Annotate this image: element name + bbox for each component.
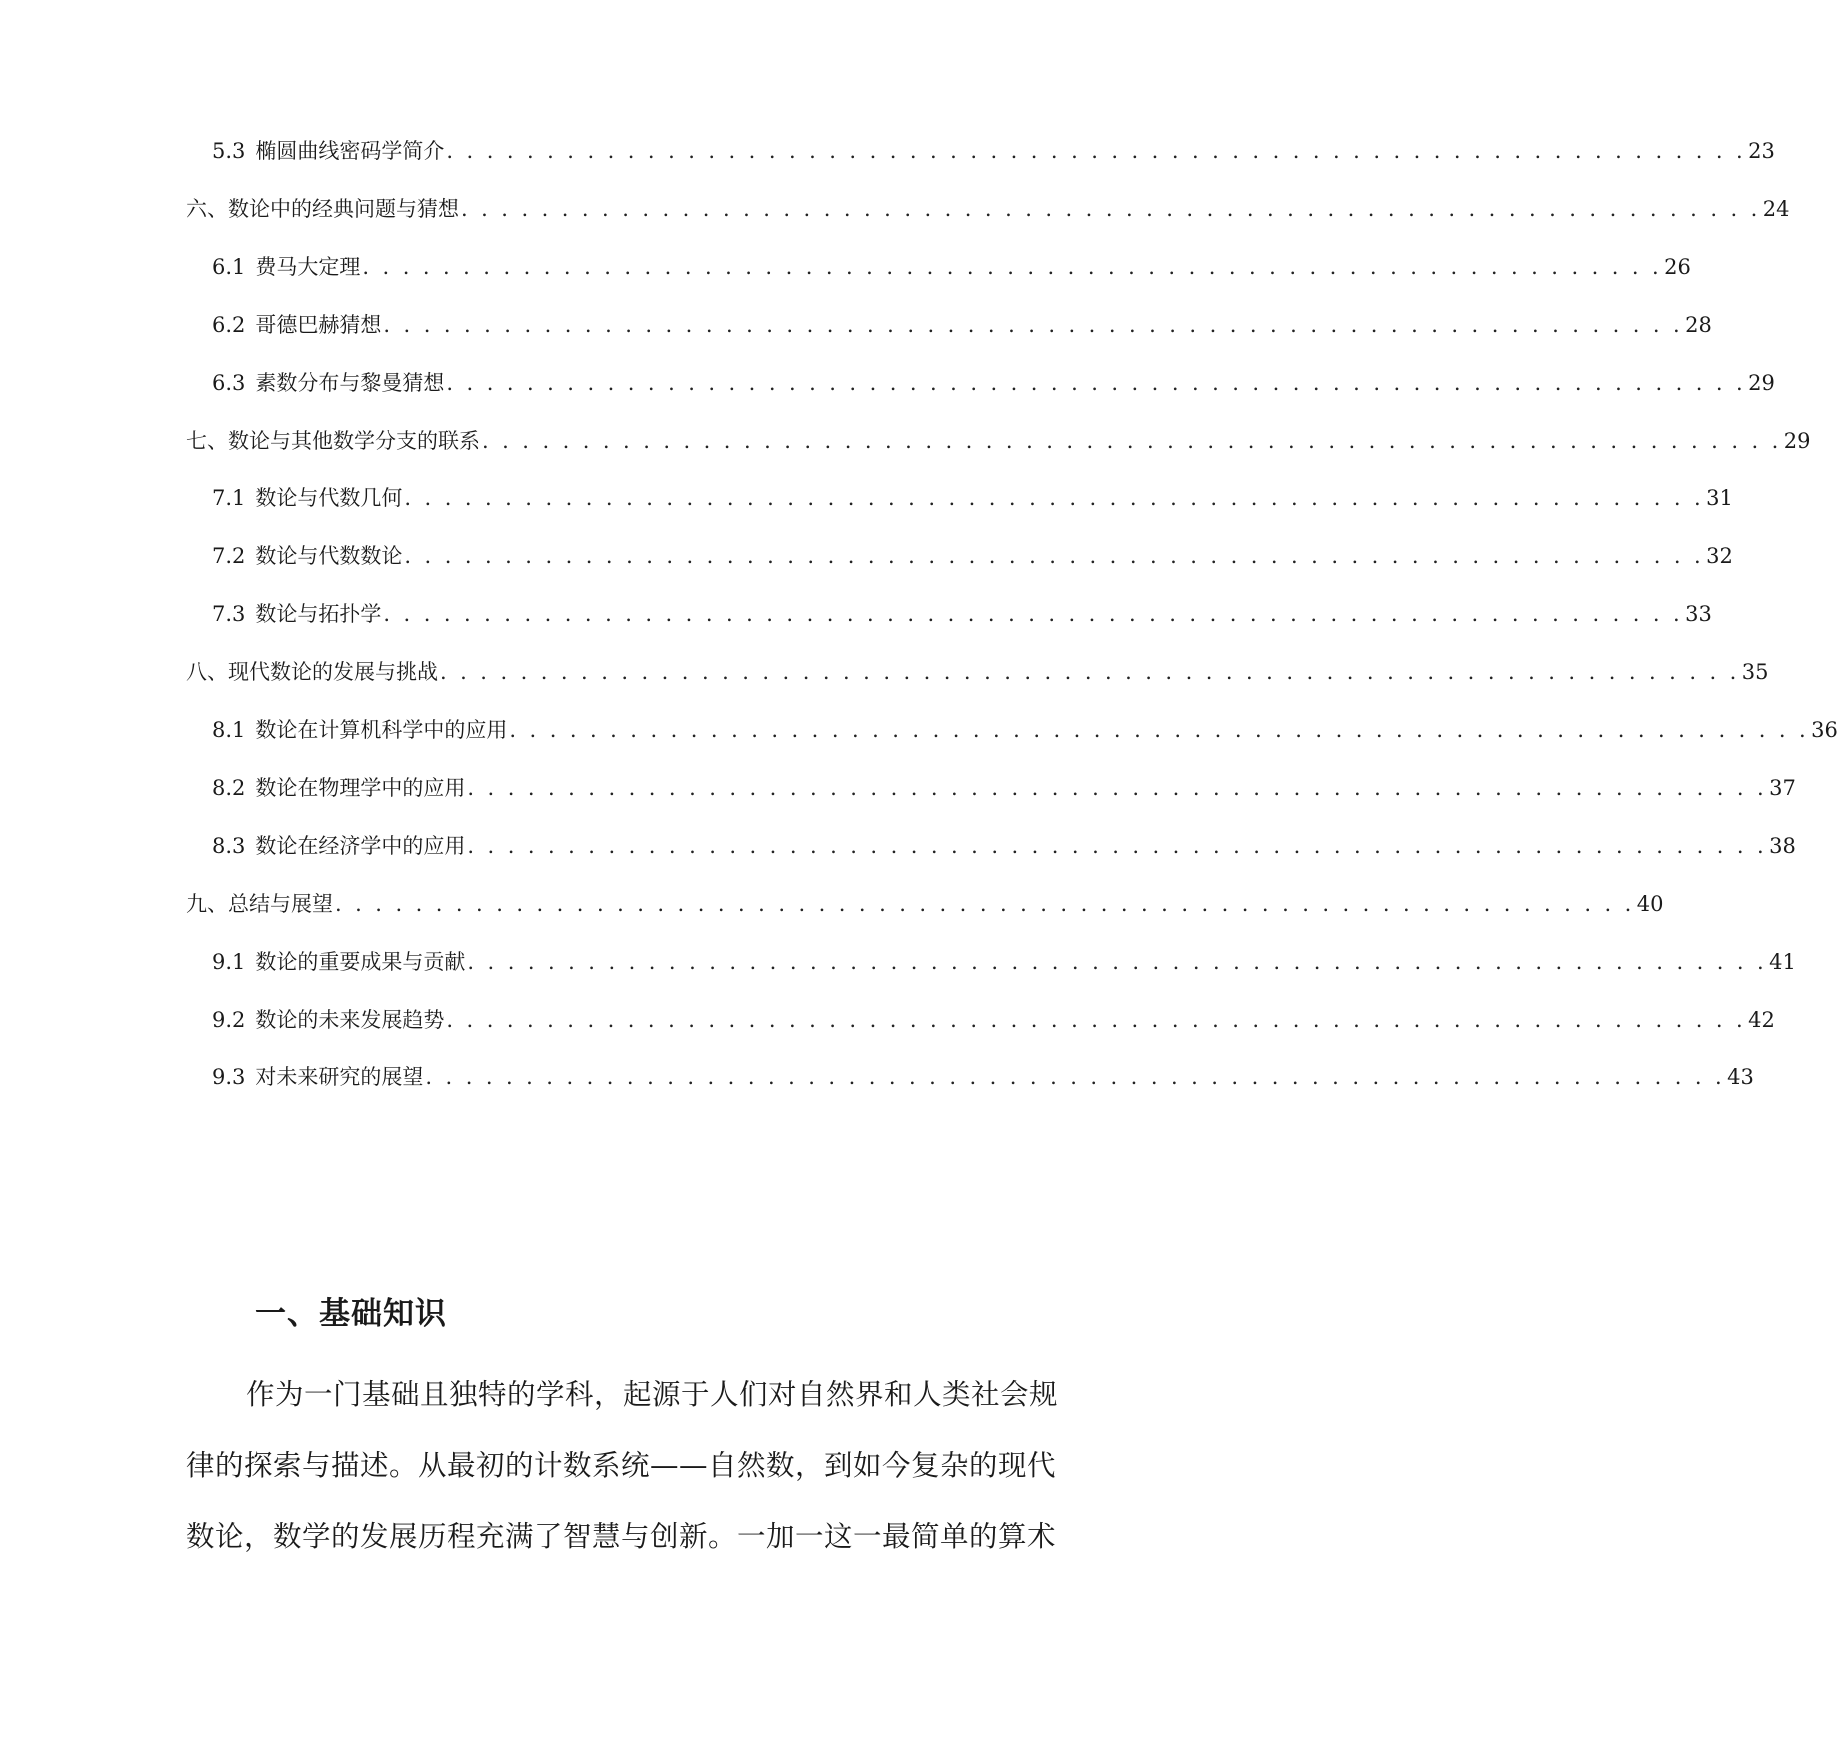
toc-entry-page: 35 <box>1741 660 1769 685</box>
toc-entry-number: 9.1 <box>212 949 246 974</box>
toc-dot-leader: . . . . . . . . . . . . . . . . . . . . . . . . . . . . . . . . . . . . . . . . . . . . . . . . . . . . . . . . . . . . . . . . . <box>404 486 1705 511</box>
toc-entry[interactable] <box>212 713 1838 747</box>
toc-entry[interactable] <box>212 308 1712 342</box>
toc-entry-page: 43 <box>1727 1065 1754 1090</box>
toc-dot-leader: . . . . . . . . . . . . . . . . . . . . . . . . . . . . . . . . . . . . . . . . . . . . . . . . . . . . . . . . . . . . . . . . . <box>425 1065 1726 1090</box>
body-line: 数论，数学的发展历程充满了智慧与创新。一加一这一最简单的算术 <box>186 1520 1057 1553</box>
toc-entry[interactable] <box>212 481 1733 515</box>
toc-entry-title: 数论在物理学中的应用 <box>255 775 466 800</box>
toc-entry-number: 7.2 <box>212 544 246 569</box>
toc-dot-leader: . . . . . . . . . . . . . . . . . . . . . . . . . . . . . . . . . . . . . . . . . . . . . . . . . . . . . . . . . . . . . . . . . <box>467 833 1768 858</box>
toc-dot-leader: . . . . . . . . . . . . . . . . . . . . . . . . . . . . . . . . . . . . . . . . . . . . . . . . . . . . . . . . . . . . . . . . . <box>446 139 1747 163</box>
toc-entry[interactable] <box>186 424 1811 458</box>
toc-entry-page: 41 <box>1769 949 1796 974</box>
toc-entry[interactable] <box>186 192 1790 226</box>
toc-entry-page: 26 <box>1664 254 1691 279</box>
toc-entry[interactable] <box>186 655 1769 689</box>
toc-entry-number: 6.2 <box>212 312 246 337</box>
toc-entry-title: 哥德巴赫猜想 <box>255 312 382 337</box>
toc-entry-number: 7.3 <box>212 602 246 627</box>
toc-entry-page: 23 <box>1748 139 1775 163</box>
toc-entry[interactable] <box>212 134 1775 168</box>
toc-dot-leader: . . . . . . . . . . . . . . . . . . . . . . . . . . . . . . . . . . . . . . . . . . . . . . . . . . . . . . . . . . . . . . . . . <box>335 891 1635 916</box>
toc-entry-page: 29 <box>1783 428 1811 453</box>
toc-entry-page: 32 <box>1706 544 1733 569</box>
toc-entry-page: 42 <box>1748 1007 1775 1032</box>
toc-entry-title: 数论在经济学中的应用 <box>255 833 466 858</box>
toc-entry-number: 7.1 <box>212 486 246 511</box>
toc-dot-leader: . . . . . . . . . . . . . . . . . . . . . . . . . . . . . . . . . . . . . . . . . . . . . . . . . . . . . . . . . . . . . . . . . <box>446 1007 1747 1032</box>
toc-dot-leader: . . . . . . . . . . . . . . . . . . . . . . . . . . . . . . . . . . . . . . . . . . . . . . . . . . . . . . . . . . . . . . . . . <box>362 254 1663 279</box>
toc-entry-page: 38 <box>1769 833 1796 858</box>
toc-entry[interactable] <box>212 1003 1775 1037</box>
toc-entry-title: 数论的未来发展趋势 <box>255 1007 445 1032</box>
toc-entry-title: 椭圆曲线密码学简介 <box>255 139 445 163</box>
toc-entry-title: 数论在计算机科学中的应用 <box>255 718 508 742</box>
toc-dot-leader: . . . . . . . . . . . . . . . . . . . . . . . . . . . . . . . . . . . . . . . . . . . . . . . . . . . . . . . . . . . . . . . . . <box>461 196 1761 221</box>
toc-entry-number: 6.3 <box>212 370 246 395</box>
toc-entry[interactable] <box>212 597 1712 631</box>
toc-entry-page: 31 <box>1706 486 1733 511</box>
toc-entry-page: 29 <box>1748 370 1775 395</box>
toc-entry[interactable] <box>186 887 1664 921</box>
toc-dot-leader: . . . . . . . . . . . . . . . . . . . . . . . . . . . . . . . . . . . . . . . . . . . . . . . . . . . . . . . . . . . . . . . . . <box>482 428 1782 453</box>
toc-entry-title: 对未来研究的展望 <box>255 1065 424 1090</box>
toc-entry-title: 素数分布与黎曼猜想 <box>255 370 445 395</box>
toc-dot-leader: . . . . . . . . . . . . . . . . . . . . . . . . . . . . . . . . . . . . . . . . . . . . . . . . . . . . . . . . . . . . . . . . . <box>404 544 1705 569</box>
toc-entry-page: 40 <box>1636 891 1664 916</box>
toc-entry[interactable] <box>212 829 1796 863</box>
toc-entry-page: 36 <box>1811 718 1838 742</box>
toc-entry-number: 5.3 <box>212 139 246 163</box>
toc-dot-leader: . . . . . . . . . . . . . . . . . . . . . . . . . . . . . . . . . . . . . . . . . . . . . . . . . . . . . . . . . . . . . . . . . <box>440 660 1740 685</box>
toc-entry-page: 37 <box>1769 775 1796 800</box>
toc-entry-number: 9.3 <box>212 1065 246 1090</box>
toc-entry-number: 8.3 <box>212 833 246 858</box>
toc-entry-title: 七、数论与其他数学分支的联系 <box>186 428 480 453</box>
toc-entry-title: 数论与代数数论 <box>255 544 403 569</box>
toc-dot-leader: . . . . . . . . . . . . . . . . . . . . . . . . . . . . . . . . . . . . . . . . . . . . . . . . . . . . . . . . . . . . . . . . . <box>383 312 1684 337</box>
body-line: 律的探索与描述。从最初的计数系统——自然数，到如今复杂的现代 <box>186 1449 1057 1482</box>
toc-entry-number: 8.2 <box>212 775 246 800</box>
toc-entry[interactable] <box>212 250 1691 284</box>
section-heading: 一、基础知识 <box>255 1296 447 1332</box>
toc-entry-title: 数论的重要成果与贡献 <box>255 949 466 974</box>
toc-entry[interactable] <box>212 366 1775 400</box>
toc-dot-leader: . . . . . . . . . . . . . . . . . . . . . . . . . . . . . . . . . . . . . . . . . . . . . . . . . . . . . . . . . . . . . . . . . <box>467 775 1768 800</box>
toc-entry-title: 数论与代数几何 <box>255 486 403 511</box>
body-paragraph <box>186 1370 1059 1583</box>
body-line: 作为一门基础且独特的学科，起源于人们对自然界和人类社会规 <box>246 1378 1059 1411</box>
toc-dot-leader: . . . . . . . . . . . . . . . . . . . . . . . . . . . . . . . . . . . . . . . . . . . . . . . . . . . . . . . . . . . . . . . . . <box>509 718 1810 742</box>
toc-dot-leader: . . . . . . . . . . . . . . . . . . . . . . . . . . . . . . . . . . . . . . . . . . . . . . . . . . . . . . . . . . . . . . . . . <box>383 602 1684 627</box>
toc-dot-leader: . . . . . . . . . . . . . . . . . . . . . . . . . . . . . . . . . . . . . . . . . . . . . . . . . . . . . . . . . . . . . . . . . <box>446 370 1747 395</box>
toc-entry-number: 6.1 <box>212 254 246 279</box>
toc-entry[interactable] <box>212 771 1796 805</box>
toc-entry-title: 八、现代数论的发展与挑战 <box>186 660 438 685</box>
toc-entry-title: 数论与拓扑学 <box>255 602 382 627</box>
toc-entry-page: 24 <box>1762 196 1790 221</box>
toc-dot-leader: . . . . . . . . . . . . . . . . . . . . . . . . . . . . . . . . . . . . . . . . . . . . . . . . . . . . . . . . . . . . . . . . . <box>467 949 1768 974</box>
toc-entry[interactable] <box>212 945 1796 979</box>
toc-entry[interactable] <box>212 1060 1754 1094</box>
toc-entry[interactable] <box>212 539 1733 573</box>
toc-entry-page: 33 <box>1685 602 1712 627</box>
toc-entry-title: 费马大定理 <box>255 254 361 279</box>
toc-entry-number: 9.2 <box>212 1007 246 1032</box>
toc-entry-number: 8.1 <box>212 718 246 742</box>
toc-entry-title: 六、数论中的经典问题与猜想 <box>186 196 459 221</box>
toc-entry-page: 28 <box>1685 312 1712 337</box>
toc-entry-title: 九、总结与展望 <box>186 891 333 916</box>
